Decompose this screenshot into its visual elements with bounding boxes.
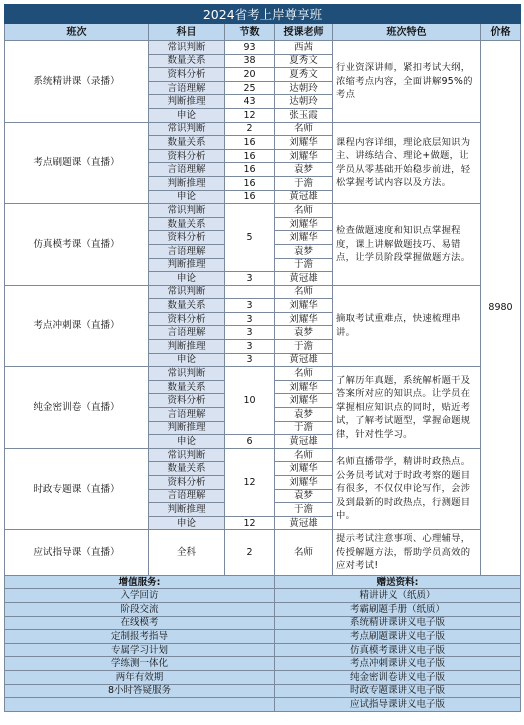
teacher-cell: 夏秀文 bbox=[275, 54, 333, 68]
subject-cell: 数量关系 bbox=[149, 217, 225, 231]
hours-cell: 16 bbox=[225, 136, 275, 150]
subject-cell: 言语理解 bbox=[149, 81, 225, 95]
teacher-cell: 黄冠雄 bbox=[275, 353, 333, 367]
subject-cell: 常识判断 bbox=[149, 367, 225, 381]
subject-cell: 申论 bbox=[149, 108, 225, 122]
subject-cell: 申论 bbox=[149, 353, 225, 367]
header-price: 价格 bbox=[481, 24, 521, 41]
subject-cell: 资料分析 bbox=[149, 149, 225, 163]
subject-cell: 资料分析 bbox=[149, 231, 225, 245]
hours-cell: 3 bbox=[225, 272, 275, 286]
teacher-cell: 袁梦 bbox=[275, 163, 333, 177]
table-row bbox=[5, 367, 521, 381]
subject-cell: 数量关系 bbox=[149, 54, 225, 68]
hours-cell: 43 bbox=[225, 95, 275, 109]
services-header: 增值服务: bbox=[5, 575, 275, 589]
subject-cell: 判断推理 bbox=[149, 503, 225, 517]
course-name: 考点刷题课（直播） bbox=[5, 122, 149, 204]
hours-cell: 16 bbox=[225, 190, 275, 204]
hours-cell: 10 bbox=[225, 367, 275, 435]
bonus-row bbox=[5, 616, 521, 630]
teacher-cell: 名师 bbox=[275, 285, 333, 299]
course-feature: 摘取考试重难点，快速梳理串讲。 bbox=[333, 285, 481, 367]
gifts-header: 赠送资料: bbox=[275, 575, 521, 589]
teacher-cell: 张玉霞 bbox=[275, 108, 333, 122]
bonus-row bbox=[5, 671, 521, 685]
header-subject: 科目 bbox=[149, 24, 225, 41]
teacher-cell: 刘耀华 bbox=[275, 394, 333, 408]
teacher-cell: 于澹 bbox=[275, 340, 333, 354]
course-feature: 行业资深讲师，紧扣考试大纲，浓缩考点内容，全面讲解95%的考点 bbox=[333, 41, 481, 123]
teacher-cell: 刘耀华 bbox=[275, 462, 333, 476]
course-price-table bbox=[4, 4, 521, 712]
subject-cell: 言语理解 bbox=[149, 489, 225, 503]
hours-cell: 12 bbox=[225, 516, 275, 530]
table-row bbox=[5, 204, 521, 218]
course-price-table-wrapper bbox=[4, 4, 520, 712]
hours-cell: 3 bbox=[225, 326, 275, 340]
teacher-cell: 刘耀华 bbox=[275, 299, 333, 313]
hours-cell: 12 bbox=[225, 448, 275, 516]
subject-cell: 言语理解 bbox=[149, 326, 225, 340]
subject-cell: 资料分析 bbox=[149, 312, 225, 326]
service-item: 两年有效期 bbox=[5, 671, 275, 685]
teacher-cell: 于澹 bbox=[275, 421, 333, 435]
subject-cell: 常识判断 bbox=[149, 41, 225, 55]
subject-cell: 资料分析 bbox=[149, 476, 225, 490]
subject-cell: 常识判断 bbox=[149, 285, 225, 299]
gift-item: 纯金密训卷讲义电子版 bbox=[275, 671, 521, 685]
course-feature: 名师直播带学，精讲时政热点。公务员考试对于时政考察的题目有很多，不仅仅申论写作，会涉及到最新的时政热点，行测题目中。 bbox=[333, 448, 481, 530]
hours-cell: 2 bbox=[225, 122, 275, 136]
gift-item: 精讲讲义（纸质） bbox=[275, 589, 521, 603]
teacher-cell: 刘耀华 bbox=[275, 312, 333, 326]
subject-cell: 判断推理 bbox=[149, 176, 225, 190]
teacher-cell: 夏秀文 bbox=[275, 68, 333, 82]
bonus-row bbox=[5, 684, 521, 698]
service-item: 入学回访 bbox=[5, 589, 275, 603]
course-name: 应试指导课（直播） bbox=[5, 530, 149, 576]
teacher-cell: 刘耀华 bbox=[275, 136, 333, 150]
hours-cell: 5 bbox=[225, 204, 275, 272]
hours-cell: 3 bbox=[225, 299, 275, 313]
subject-cell: 常识判断 bbox=[149, 204, 225, 218]
course-name: 纯金密训卷（直播） bbox=[5, 367, 149, 449]
teacher-cell: 袁梦 bbox=[275, 408, 333, 422]
teacher-cell: 黄冠雄 bbox=[275, 435, 333, 449]
service-item: 8小时答疑服务 bbox=[5, 684, 275, 698]
title-row bbox=[5, 5, 521, 24]
hours-cell: 6 bbox=[225, 435, 275, 449]
subject-cell: 言语理解 bbox=[149, 244, 225, 258]
table-row bbox=[5, 448, 521, 462]
subject-cell: 资料分析 bbox=[149, 68, 225, 82]
table-row bbox=[5, 530, 521, 576]
course-name: 系统精讲课（录播） bbox=[5, 41, 149, 123]
subject-cell: 申论 bbox=[149, 435, 225, 449]
subject-cell: 全科 bbox=[149, 530, 225, 576]
teacher-cell: 刘耀华 bbox=[275, 149, 333, 163]
teacher-cell: 刘耀华 bbox=[275, 380, 333, 394]
table-row bbox=[5, 285, 521, 299]
subject-cell: 判断推理 bbox=[149, 340, 225, 354]
hours-cell: 3 bbox=[225, 340, 275, 354]
course-name: 仿真模考课（直播） bbox=[5, 204, 149, 286]
subject-cell: 数量关系 bbox=[149, 462, 225, 476]
course-feature: 提示考试注意事项、心理辅导，传授解题方法，帮助学员高效的应对考试! bbox=[333, 530, 481, 576]
service-item: 定制报考指导 bbox=[5, 630, 275, 644]
bonus-row bbox=[5, 630, 521, 644]
teacher-cell: 袁梦 bbox=[275, 244, 333, 258]
subject-cell: 申论 bbox=[149, 272, 225, 286]
course-feature: 了解历年真题，系统解析题干及答案所对应的知识点。让学员在掌握相应知识点的同时，贴近考试，了解考试题型，掌握命题规律，针对性学习。 bbox=[333, 367, 481, 449]
table-row bbox=[5, 122, 521, 136]
teacher-cell: 西茜 bbox=[275, 41, 333, 55]
subject-cell: 资料分析 bbox=[149, 394, 225, 408]
table-row bbox=[5, 41, 521, 55]
service-item: 专属学习计划 bbox=[5, 643, 275, 657]
teacher-cell: 刘耀华 bbox=[275, 217, 333, 231]
teacher-cell: 名师 bbox=[275, 367, 333, 381]
bonus-row bbox=[5, 698, 521, 712]
teacher-cell: 名师 bbox=[275, 204, 333, 218]
teacher-cell: 袁梦 bbox=[275, 489, 333, 503]
gift-item: 时政专题课讲义电子版 bbox=[275, 684, 521, 698]
teacher-cell: 刘耀华 bbox=[275, 476, 333, 490]
gift-item: 考霸刷题手册（纸质） bbox=[275, 603, 521, 617]
service-item: 学练测一体化 bbox=[5, 657, 275, 671]
bonus-row bbox=[5, 657, 521, 671]
course-name: 时政专题课（直播） bbox=[5, 448, 149, 530]
bonus-row bbox=[5, 643, 521, 657]
hours-cell: 25 bbox=[225, 81, 275, 95]
hours-cell: 20 bbox=[225, 68, 275, 82]
bonus-row bbox=[5, 589, 521, 603]
header-hours: 节数 bbox=[225, 24, 275, 41]
teacher-cell: 黄冠雄 bbox=[275, 516, 333, 530]
subject-cell: 数量关系 bbox=[149, 299, 225, 313]
subject-cell: 常识判断 bbox=[149, 448, 225, 462]
bonus-header-row bbox=[5, 575, 521, 589]
course-name: 考点冲刺课（直播） bbox=[5, 285, 149, 367]
course-feature: 检查做题速度和知识点掌握程度，课上讲解做题技巧、易错点，让学员阶段掌握做题方法。 bbox=[333, 204, 481, 286]
teacher-cell: 名师 bbox=[275, 530, 333, 576]
service-item: 阶段交流 bbox=[5, 603, 275, 617]
hours-cell: 16 bbox=[225, 149, 275, 163]
subject-cell: 判断推理 bbox=[149, 95, 225, 109]
teacher-cell: 达朝玲 bbox=[275, 95, 333, 109]
subject-cell: 数量关系 bbox=[149, 380, 225, 394]
price-cell: 8980 bbox=[481, 41, 521, 576]
header-row bbox=[5, 24, 521, 41]
gift-item: 仿真模考课讲义电子版 bbox=[275, 643, 521, 657]
subject-cell: 言语理解 bbox=[149, 163, 225, 177]
service-item bbox=[5, 698, 275, 712]
teacher-cell: 名师 bbox=[275, 122, 333, 136]
subject-cell: 判断推理 bbox=[149, 421, 225, 435]
subject-cell: 申论 bbox=[149, 190, 225, 204]
teacher-cell: 名师 bbox=[275, 448, 333, 462]
table-title: 2024省考上岸尊享班 bbox=[5, 5, 521, 24]
hours-cell: 3 bbox=[225, 353, 275, 367]
teacher-cell: 袁梦 bbox=[275, 326, 333, 340]
subject-cell: 数量关系 bbox=[149, 136, 225, 150]
hours-cell: 16 bbox=[225, 163, 275, 177]
gift-item: 考点冲刺课讲义电子版 bbox=[275, 657, 521, 671]
hours-cell: 38 bbox=[225, 54, 275, 68]
teacher-cell: 于澹 bbox=[275, 258, 333, 272]
gift-item: 考点刷题课讲义电子版 bbox=[275, 630, 521, 644]
hours-cell: 93 bbox=[225, 41, 275, 55]
course-feature: 课程内容详细，理论底层知识为主、讲练结合、理论+做题，让学员从零基础开始稳步前进，轻松掌握考试内容以及方法。 bbox=[333, 122, 481, 204]
teacher-cell: 黄冠雄 bbox=[275, 190, 333, 204]
gift-item: 应试指导课讲义电子版 bbox=[275, 698, 521, 712]
subject-cell: 言语理解 bbox=[149, 408, 225, 422]
subject-cell: 判断推理 bbox=[149, 258, 225, 272]
teacher-cell: 于澹 bbox=[275, 503, 333, 517]
service-item: 在线模考 bbox=[5, 616, 275, 630]
teacher-cell: 达朝玲 bbox=[275, 81, 333, 95]
subject-cell: 申论 bbox=[149, 516, 225, 530]
hours-cell bbox=[225, 285, 275, 299]
gift-item: 系统精讲课讲义电子版 bbox=[275, 616, 521, 630]
teacher-cell: 刘耀华 bbox=[275, 231, 333, 245]
subject-cell: 常识判断 bbox=[149, 122, 225, 136]
hours-cell: 3 bbox=[225, 312, 275, 326]
hours-cell: 2 bbox=[225, 530, 275, 576]
teacher-cell: 于澹 bbox=[275, 176, 333, 190]
bonus-row bbox=[5, 603, 521, 617]
header-feature: 班次特色 bbox=[333, 24, 481, 41]
hours-cell: 12 bbox=[225, 108, 275, 122]
teacher-cell: 黄冠雄 bbox=[275, 272, 333, 286]
header-teacher: 授课老师 bbox=[275, 24, 333, 41]
header-course: 班次 bbox=[5, 24, 149, 41]
hours-cell: 16 bbox=[225, 176, 275, 190]
